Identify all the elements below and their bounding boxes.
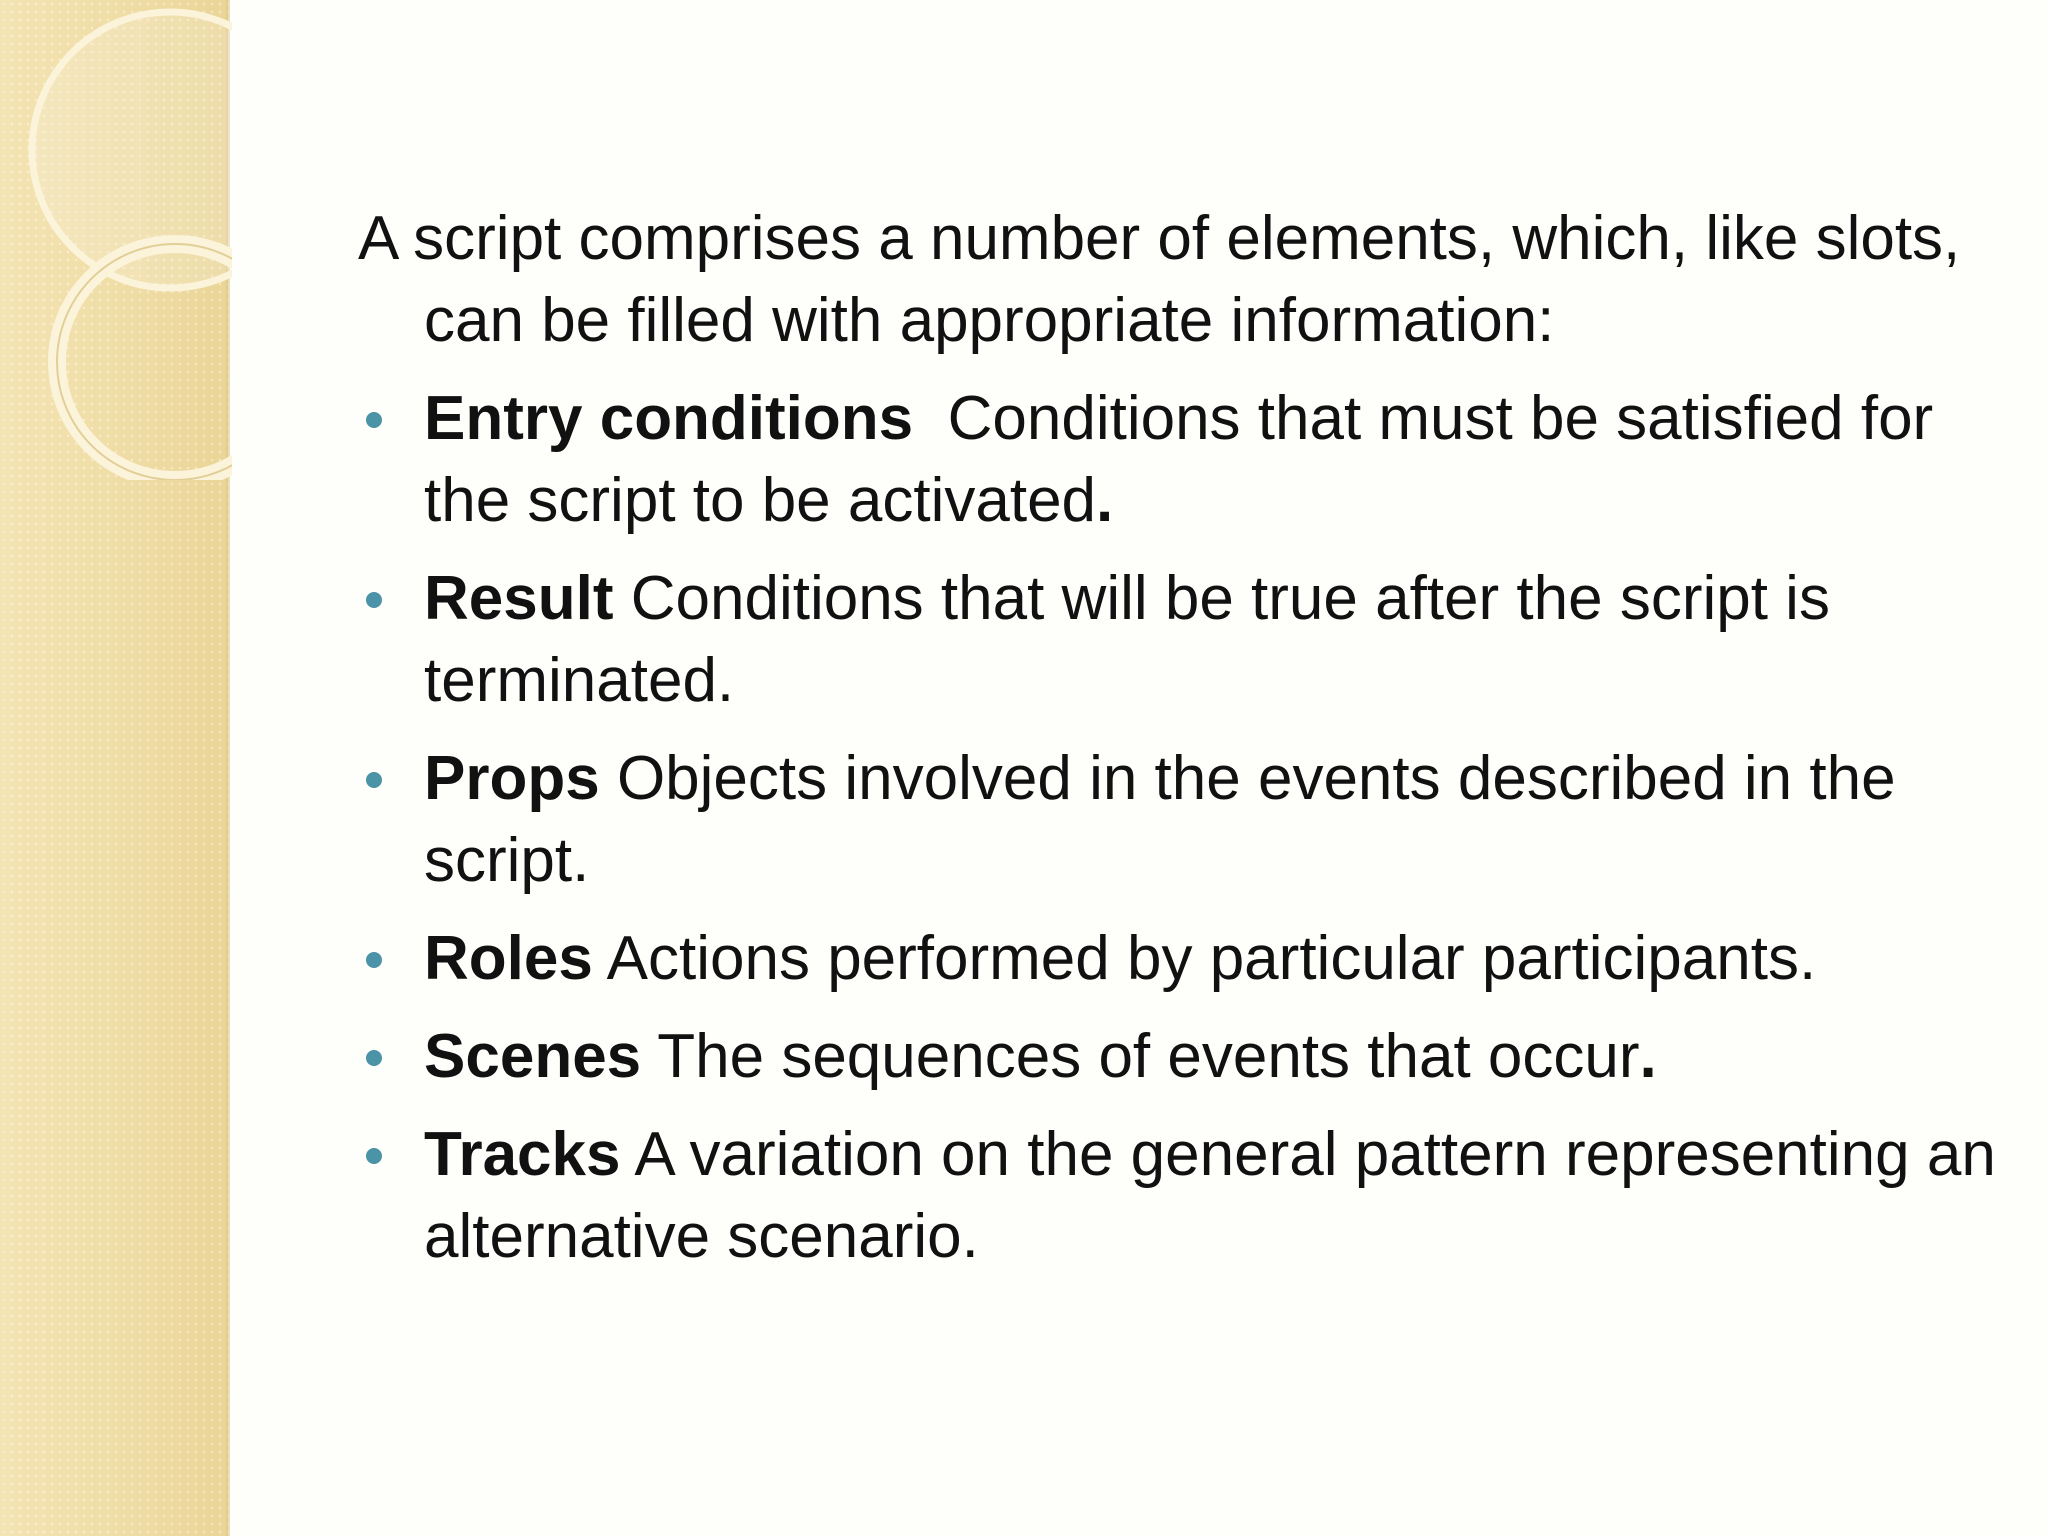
- bullet-dot-icon: [366, 1148, 382, 1164]
- bullet-dot-icon: [366, 1050, 382, 1066]
- bullet-term: Entry conditions: [424, 384, 914, 453]
- bullet-separator: [600, 744, 617, 813]
- bullet-item-roles: [358, 918, 1998, 1000]
- bullet-text: Conditions that will be true after the script is terminated.: [424, 564, 1830, 715]
- bullet-end-punctuation: .: [1639, 1022, 1657, 1091]
- bullet-dot-icon: [366, 952, 382, 968]
- circle-ornament-graphic: [0, 0, 232, 480]
- bullet-text: Actions performed by particular participants.: [606, 924, 1817, 993]
- bullet-term: Tracks: [424, 1120, 621, 1189]
- bullet-dot-icon: [366, 772, 382, 788]
- bullet-text: A variation on the general pattern representing an alternative scenario.: [424, 1120, 1996, 1271]
- bullet-term: Scenes: [424, 1022, 642, 1091]
- bullet-dot-icon: [366, 592, 382, 608]
- slide-body: [358, 198, 1998, 1294]
- bullet-item-tracks: [358, 1114, 1998, 1278]
- bullet-separator: [613, 564, 630, 633]
- bullet-text: Objects involved in the events described in the script.: [424, 744, 1896, 895]
- bullet-item-scenes: [358, 1016, 1998, 1098]
- bullet-item-entry-conditions: [358, 378, 1998, 542]
- bullet-list: [358, 378, 1998, 1278]
- bullet-item-props: [358, 738, 1998, 902]
- bullet-separator: [593, 924, 607, 993]
- bullet-text: The sequences of events that occur: [657, 1022, 1640, 1091]
- bullet-dot-icon: [366, 412, 382, 428]
- bullet-separator: [641, 1022, 657, 1091]
- intro-paragraph: A script comprises a number of elements, which, like slots, can be filled with appropriate information:: [358, 204, 1961, 355]
- bullet-item-result: [358, 558, 1998, 722]
- bullet-term: Roles: [424, 924, 593, 993]
- bullet-end-punctuation: .: [1096, 466, 1114, 535]
- bullet-separator: [621, 1120, 635, 1189]
- bullet-term: Result: [424, 564, 614, 633]
- bullet-term: Props: [424, 744, 600, 813]
- bullet-text: Conditions that must be satisfied for the script to be activated: [424, 384, 1934, 535]
- bullet-separator: [913, 384, 947, 453]
